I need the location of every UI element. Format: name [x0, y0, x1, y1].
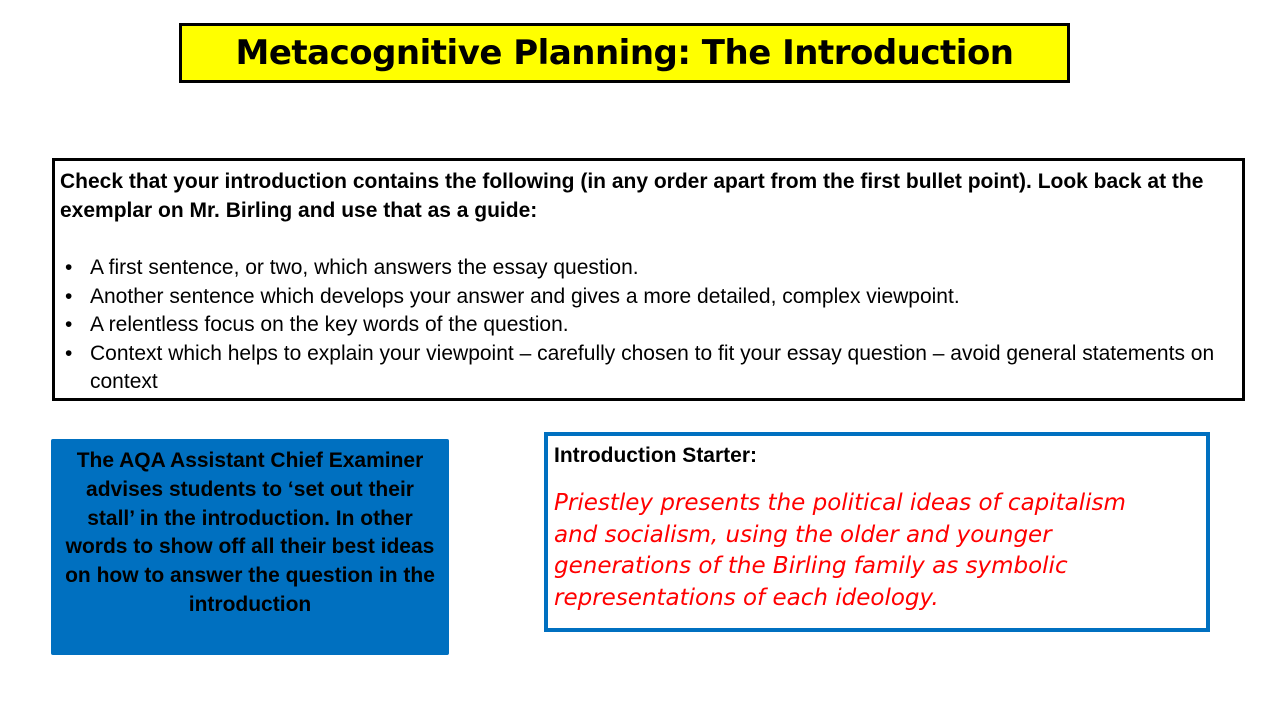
bullet-icon: • — [65, 341, 73, 365]
title-banner — [179, 23, 1070, 83]
examiner-note-panel — [51, 439, 449, 655]
checklist-intro: Check that your introduction contains the following (in any order apart from the first bullet point). Look back at the exemplar on Mr. Birling and use that as a guide: — [60, 170, 1204, 222]
checklist-item-text: Another sentence which develops your answer and gives a more detailed, complex viewpoint. — [90, 284, 960, 308]
checklist-list — [60, 254, 1234, 397]
checklist-item — [60, 340, 1234, 397]
introduction-starter-label: Introduction Starter: — [554, 444, 757, 467]
bullet-icon: • — [65, 284, 73, 308]
checklist-item-text: A relentless focus on the key words of the question. — [90, 313, 569, 336]
checklist-item-text: Context which helps to explain your viewpoint – carefully chosen to fit your essay question – avoid general statements on context — [90, 341, 1215, 393]
checklist-item — [60, 311, 1234, 340]
bullet-icon: • — [65, 313, 73, 336]
checklist-item — [60, 254, 1234, 283]
bullet-icon: • — [65, 256, 73, 279]
checklist-item-text: A first sentence, or two, which answers the essay question. — [90, 256, 639, 279]
checklist-panel — [52, 158, 1245, 401]
page-title: Metacognitive Planning: The Introduction — [235, 33, 1014, 73]
examiner-note-text: The AQA Assistant Chief Examiner advises students to ‘set out their stall’ in the introduction. In other words to show off all their best ideas on how to answer the question in the introduction — [65, 449, 435, 616]
introduction-starter-text: Priestley presents the political ideas of capitalism and socialism, using the older and younger generations of the Birling family as symbolic representations of each ideology. — [554, 490, 1126, 611]
introduction-starter-panel — [544, 432, 1210, 632]
checklist-item — [60, 283, 1234, 312]
